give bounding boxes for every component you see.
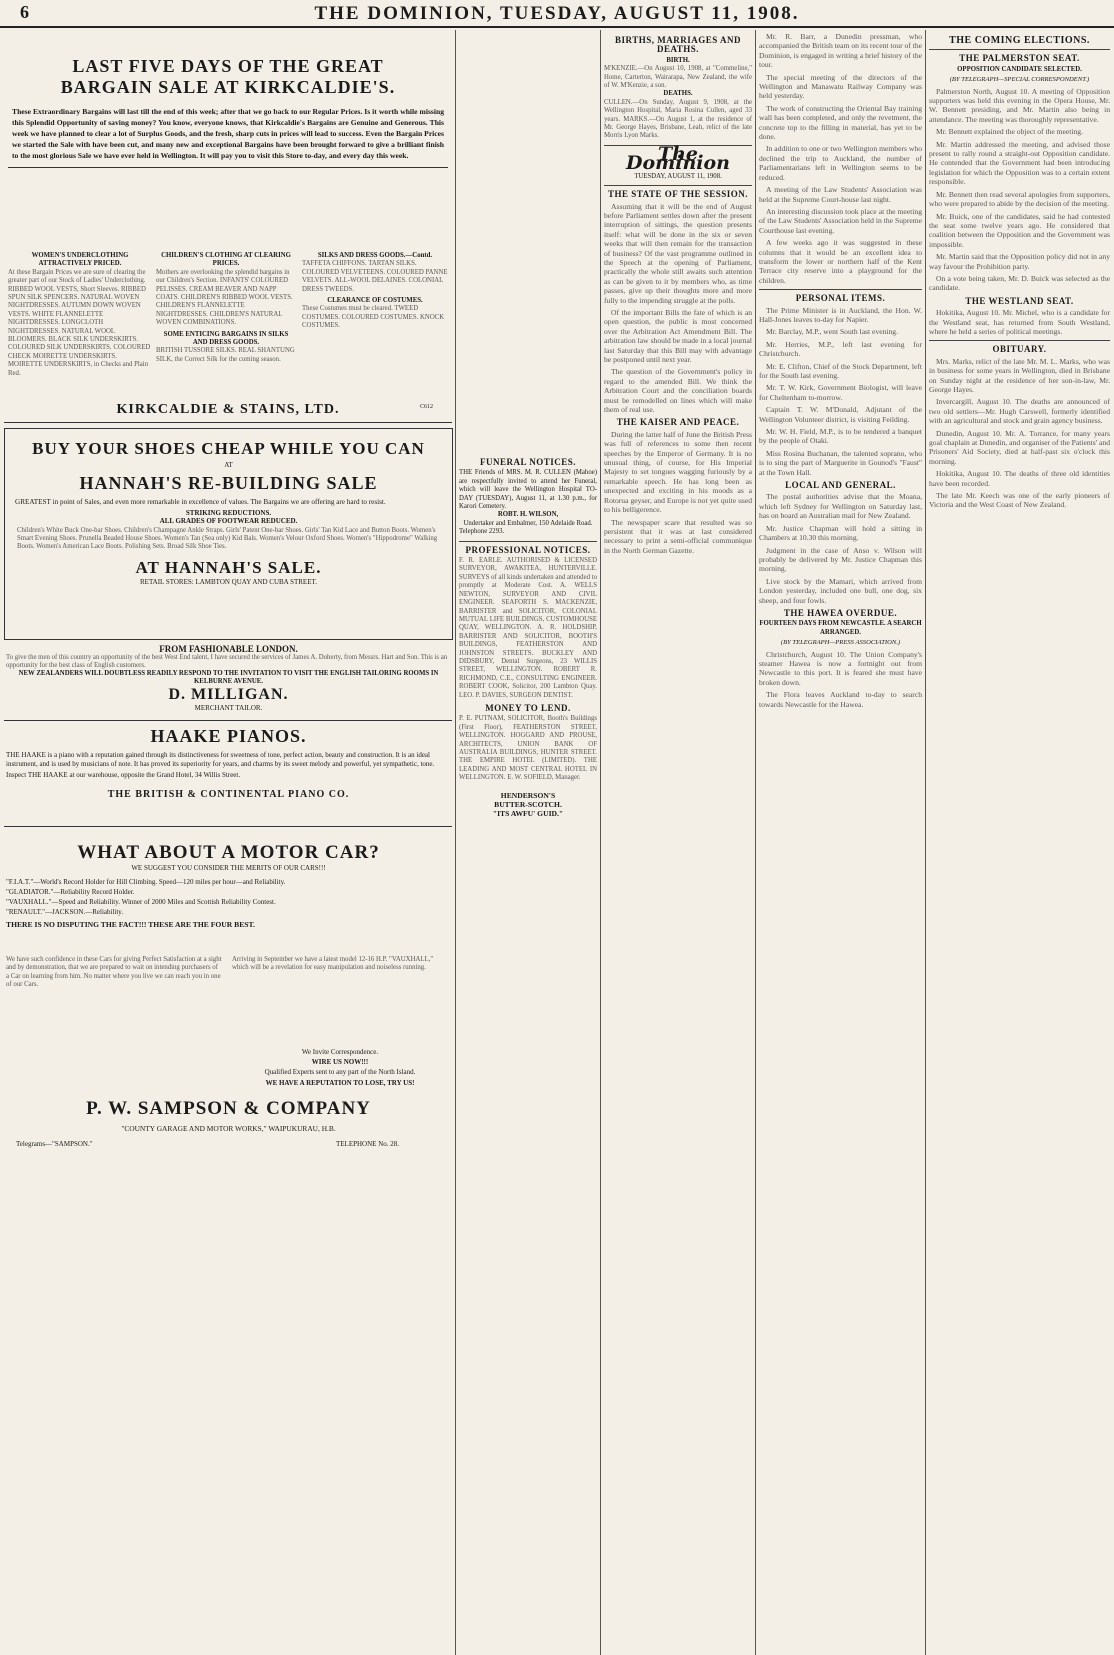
haake-advertisement — [6, 726, 451, 800]
column-rule — [455, 30, 456, 1655]
obituary-heading: OBITUARY. — [992, 344, 1047, 355]
palmerston-heading: THE PALMERSTON SEAT. — [959, 53, 1080, 64]
editorial-body: Assuming that it will be the end of August before Parliament settles down after the present interruption of sittings, the question presents itself: what will be done in the six or seven weeks that will then remain for the transaction of business? Of the vast programme outlined in the Speech at the opening of Parliament, practically the whole still awaits such attention as can be given to it by members who, as time passes, give up their thoughts more and more fully to the impending struggle at the polls. Of the important Bills the fate of which is an open question, the public is most concerned over the Arbitration Act Amendment Bill. The arbitration law should be made in a local journal last Saturday that this Bill may with advantage be postponed until next year. The question of the Government's policy in regard to the amended Bill. We think the Arbitration Court and the conciliation boards must be remodelled on lines which will make them of real use. — [604, 201, 752, 415]
hannah-stores: RETAIL STORES: LAMBTON QUAY AND CUBA STREET. — [140, 577, 317, 586]
hannah-title2: HANNAH'S RE-BUILDING SALE — [79, 473, 378, 493]
editorial-date: TUESDAY, AUGUST 11, 1908. — [634, 172, 722, 180]
editorial-title: THE STATE OF THE SESSION. — [608, 189, 748, 200]
personal-heading: PERSONAL ITEMS. — [795, 293, 886, 304]
birth-subheading: BIRTH. — [666, 56, 690, 64]
divider — [4, 720, 452, 721]
news-column — [759, 32, 922, 1627]
funeral-body: THE Friends of MRS. M. R. CULLEN (Mahoe) are respectfully invited to attend her Funeral, which will leave the Wellington Hospital TO-DAY (TUESDAY), August 11, at 1.30 p.m., for Karori Cemetery. — [459, 469, 597, 511]
motor-col-left: We have such confidence in these Cars for giving Perfect Satisfaction at a sight and by demonstration, that we are prepared to wait on intending purchasers of a Car on learning from him. No matter where you live we can reach you in one of our Cars. — [6, 956, 222, 989]
motor-invite: We Invite Correspondence. — [301, 1048, 379, 1056]
funeral-heading: FUNERAL NOTICES. — [479, 457, 577, 467]
kirkcaldie-intro: These Extraordinary Bargains will last till the end of this week; after that we go back to our Regular Prices. Is it worth while missing this Splendid Opportunity of saving money? You know, everyone knows, that Kirkcaldie's Bargains are Genuine and Generous. This week we have planned to clear a lot of Surplus Goods, and the fresh, sharp cuts in prices will lead to success. Even the Bargain Prices we started the Sale with have been cut, and many new and exceptional Bargains have been brought forward to give a brilliant finish to the most glorious Sale we have ever held in Wellington. It will pay you to visit this Store to-day, and every day this week. — [12, 107, 444, 160]
women-underclothing-heading: WOMEN'S UNDERCLOTHING ATTRACTIVELY PRICED. — [31, 252, 129, 268]
palmerston-subheading: OPPOSITION CANDIDATE SELECTED. — [957, 65, 1082, 73]
awful-guid: "ITS AWFU' GUID." — [492, 809, 564, 819]
motor-vauxhall: "VAUXHALL."—Speed and Reliability. Winner of 2000 Miles and Scottish Reliability Contest. — [6, 898, 276, 906]
births-heading: BIRTHS, MARRIAGES AND DEATHS. — [615, 35, 741, 55]
divider — [4, 422, 452, 423]
butterscotch: BUTTER-SCOTCH. — [494, 800, 562, 810]
costumes-heading: CLEARANCE OF COSTUMES. — [327, 297, 423, 305]
children-clothing-list: Mothers are overlooking the splendid bargains in our Children's Section. INFANTS' COLOURED PELISSES. CREAM BEAVER AND NAPP COATS. CHILDREN'S RIBBED WOOL VESTS. CHILDREN'S FLANNELETTE NIGHTDRESSES. CHILDREN'S NATURAL WOVEN COMBINATIONS. — [156, 268, 293, 327]
more-professional: P. E. PUTNAM, SOLICITOR, Booth's Buildings (First Floor), FEATHERSTON STREET, WELLINGTON. HOGGARD AND PROUSE, ARCHITECTS, UNION BANK OF AUSTRALIA BUILDINGS, HUNTER STREET. THE EMPIRE HOTEL (LIMITED). THE LEADING AND MOST CENTRAL HOTEL IN WELLINGTON. E. W. SOFIELD, Manager. — [459, 715, 597, 782]
motor-advertisement — [6, 836, 451, 1626]
column-rule — [755, 30, 756, 1655]
london-tailor: MERCHANT TAILOR. — [194, 704, 263, 713]
hannah-foot: AT HANNAH'S SALE. — [135, 557, 322, 577]
hawea-body: Christchurch, August 10. The Union Company's steamer Hawea is now a fortnight out from Newcastle to this port. It is feared she must have broken down. The Flora leaves Auckland to-day to search towards Newcastle for the Hawea. — [759, 649, 922, 709]
professional-column — [459, 32, 597, 1627]
dress-goods-heading: SILKS AND DRESS GOODS.—Contd. — [317, 252, 433, 259]
palmerston-body: Palmerston North, August 10. A meeting of Opposition supporters was held this evening in the Opera House, Mr. W. Bennett presiding, and Mr. Martin also being in attendance. The meeting was thoroughly representative. Mr. Bennett explained the object of the meeting. Mr. Martin addressed the meeting, and advised those present to rally round a straight-out Opposition candidate. He contended that the Government had been introducing legislation for which the Opposition was to a certain extent responsible. Mr. Bennett then read several apologies from supporters, who were prepared to abide by the decision of the meeting. Mr. Buick, one of the candidates, said he had contested the seat some twelve years ago. He considered that coalition between the Opposition and the Government was impossible. Mr. Martin said that the Opposition policy did not in any way favour the Prohibition party. On a vote being taken, Mr. D. Buick was selected as the candidate. — [929, 86, 1110, 293]
hawea-press: (BY TELEGRAPH—PRESS ASSOCIATION.) — [780, 639, 901, 647]
london-notice: NEW ZEALANDERS WILL DOUBTLESS READILY RESPOND TO THE INVITATION TO VISIT THE ENGLISH TAILORING ROOMS IN KELBURNE AVENUE. — [18, 670, 439, 686]
silks-heading: SOME ENTICING BARGAINS IN SILKS AND DRESS GOODS. — [163, 330, 289, 347]
obituary-body: Mrs. Marks, relict of the late Mr. M. L. Marks, who was in business for some years in Wellington, died in Brisbane on Sunday night at the residence of her son-in-law, Mr. George Hayes. Invercargill, August 10. The deaths are announced of two old settlers—Mr. Hugh Carswell, formerly identified with an agricultural and stock and grain agency business. Dunedin, August 10. Mr. A. Torrance, for many years goal chaplain at Dunedin, and organiser of the Patients' and Prisoners' Aid Society, died at half-past six o'clock this morning. Hokitika, August 10. The deaths of three old identities have been recorded. The late Mr. Keech was one of the early pioneers of Victoria and the West Coast of New Zealand. — [929, 356, 1110, 510]
motor-disputing: THERE IS NO DISPUTING THE FACT!!! THESE ARE THE FOUR BEST. — [6, 920, 255, 929]
london-head: FROM FASHIONABLE LONDON. — [159, 644, 298, 654]
motor-wire: WIRE US NOW!!! — [311, 1058, 369, 1066]
motor-sub: WE SUGGEST YOU CONSIDER THE MERITS OF OUR CARS!!! — [131, 864, 326, 872]
elections-column — [929, 32, 1110, 1627]
professional-heading: PROFESSIONAL NOTICES. — [465, 544, 591, 555]
motor-telephone: TELEPHONE No. 28. — [336, 1140, 399, 1148]
hannah-sub: ALL GRADES OF FOOTWEAR REDUCED. — [159, 517, 298, 525]
professional-list: F. R. EARLE. AUTHORISED & LICENSED SURVEYOR, AWAKITEA, HUNTERVILLE. SURVEYS of all kinds undertaken and attended to promptly at Moderate Cost. A. WELLS NEWTON, SURVEYOR AND CIVIL ENGINEER. SEAFORTH S. MACKENZIE, BARRISTER and SOLICITOR, COLONIAL MUTUAL LIFE BUILDINGS, CUSTOMHOUSE QUAY, WELLINGTON. A. R. HOLDSHIP, BARRISTER AND SOLICITOR, BOOTH'S BUILDINGS, FEATHERSTON AND JOHNSTON STREETS. BUCKLEY AND DIDSBURY, Dental Surgeons, 23 WILLIS STREET, WELLINGTON. ROBERT R. RICHMOND, C.E., CONSULTING ENGINEER. ROBERT COOK, Solicitor, 200 Lambton Quay. LEO. P. DAVIES, SURGEON DENTIST. — [459, 557, 597, 699]
local-body: The postal authorities advise that the Moana, which left Sydney for Wellington on Saturday last, has on board an Australian mail for New Zealand. Mr. Justice Chapman will hold a sitting in Chambers at 10.30 this morning. Judgment in the case of Anso v. Wilson will probably be delivered by Mr. Justice Chapman this morning. Live stock by the Mamari, which arrived from London yesterday, included one bull, one dog, six sheep, and four fowls. — [759, 492, 922, 605]
westland-heading: THE WESTLAND SEAT. — [965, 295, 1074, 306]
london-advertisement — [6, 644, 451, 712]
haake-inspect: Inspect THE HAAKE at our warehouse, opposite the Grand Hotel, 34 Willis Street. — [6, 771, 241, 780]
funeral-trade: Undertaker and Embalmer, 150 Adelaide Road. — [463, 519, 593, 527]
motor-col-right: Arriving in September we have a latest model 12-16 H.P. "VAUXHALL," which will be a revelation for easy manipulation and noiseless running. — [232, 956, 434, 972]
haake-title: HAAKE PIANOS. — [150, 726, 307, 746]
hannah-intro: GREATEST in point of Sales, and even more remarkable in excellence of values. The Bargains we are offering are hard to resist. — [15, 498, 386, 506]
special-correspondent: (BY TELEGRAPH—SPECIAL CORRESPONDENT.) — [949, 76, 1090, 84]
women-underclothing-list: At these Bargain Prices we are sure of clearing the greater part of our Stock of Ladies' Underclothing. RIBBED WOOL VESTS, Short Sleeves. RIBBED SPUN SILK SPENCERS. NATURAL WOVEN NIGHTDRESSES. AUTUMN DOWN WOVEN VESTS. WHITE FLANNELETTE NIGHTDRESSES. LONGCLOTH NIGHTDRESSES. NATURAL WOOL BLOOMERS. BLACK SILK UNDERSKIRTS. COLOURED SILK UNDERSKIRTS. COLOURED CHECK MOIRETTE UNDERSKIRTS. MOIRETTE UNDERSKIRTS, in Checks and Plain Red. — [8, 268, 151, 377]
hannah-list: Children's White Buck One-bar Shoes. Children's Champagne Ankle Straps. Girls' Patent One-bar Shoes. Girls' Tan Kid Lace and Button Boots. Women's Smart Evening Shoes. Prunella Beaded House Shoes. Women's Tan (Sea only) Kid Bals. Women's Velour Oxford Shoes. Women's "Hippodrome" Walking Boots. Women's American Lace Boots. Polishing Sets. Broad Silk Shoe Ties. — [17, 527, 438, 551]
motor-company: P. W. SAMPSON & COMPANY — [86, 1098, 371, 1119]
children-clothing-heading: CHILDREN'S CLOTHING AT CLEARING PRICES. — [161, 252, 291, 268]
motor-telegrams: Telegrams—"SAMPSON." — [16, 1140, 93, 1148]
column-rule — [600, 30, 601, 1655]
masthead — [0, 0, 1114, 28]
money-heading: MONEY TO LEND. — [485, 702, 571, 713]
silks-list: BRITISH TUSSORE SILKS. REAL SHANTUNG SILK, the Correct Silk for the coming season. — [156, 347, 295, 363]
hawea-heading: THE HAWEA OVERDUE. — [783, 607, 898, 618]
kirkcaldie-ref: C612 — [420, 404, 434, 410]
motor-fiat: "F.I.A.T."—World's Record Holder for Hill Climbing. Speed—120 miles per hour—and Reliability. — [6, 878, 286, 886]
haake-body: THE HAAKE is a piano with a reputation gained through its distinctiveness for sweetness of tone, perfect action, beauty and construction. It is an ideal instrument, and is used by musicians of note. It has proved its superiority for years, and charms by its sweet melody and powerful, yet sympathetic, tone. — [6, 751, 435, 768]
elections-heading: THE COMING ELECTIONS. — [949, 35, 1090, 46]
hannah-at: AT — [224, 461, 233, 469]
divider — [4, 826, 452, 827]
motor-gladiator: "GLADIATOR."—Reliability Record Holder. — [6, 888, 135, 896]
personal-body: The Prime Minister is in Auckland, the Hon. W. Hall-Jones leaves to-day for Napier. Mr. Barclay, M.P., went South last evening. Mr. Herries, M.P., left last evening for Christchurch. Mr. E. Clifton, Chief of the Stock Department, left for the South last evening. Mr. T. W. Kirk, Government Biologist, will leave for Cheltenham to-morrow. Captain T. W. M'Donald, Adjutant of the Wellington Volunteer district, is visiting Feilding. Mr. W. H. Field, M.P., is to be tendered a banquet by the people of Otaki. Miss Rosina Buchanan, the talented soprano, who is to sing the part of Marguerite in Gounod's "Faust" at the Town Hall. — [759, 305, 922, 477]
henderson-heading: HENDERSON'S — [500, 790, 556, 800]
funeral-name: ROBT. H. WILSON, — [497, 511, 559, 519]
hannah-striking: STRIKING REDUCTIONS. — [185, 509, 272, 517]
deaths-subheading: DEATHS. — [663, 90, 693, 98]
london-name: D. MILLIGAN. — [168, 686, 289, 704]
editorial-column — [604, 32, 752, 1627]
column-rule — [925, 30, 926, 1655]
costumes-list: These Costumes must be cleared. TWEED COSTUMES. COLOURED COSTUMES. KNOCK COSTUMES. — [302, 305, 445, 330]
page-number: 6 — [20, 2, 29, 22]
news-top-body: Mr. R. Barr, a Dunedin pressman, who accompanied the British team on its recent tour of the Dominion, is engaged in writing a brief history of the tour. The special meeting of the directors of the Wellington and Manawatu Railway Company was held yesterday. The work of constructing the Oriental Bay training wall has been completed, and only the revetment, the concrete top to the filling in material, has yet to be done. In addition to one or two Wellington members who declined the trip to Auckland, the number of Parliamentarians left in Wellington seems to be reduced. A meeting of the Law Students' Association was held at the Supreme Court-house last night. An interesting discussion took place at the meeting of the Law Students' Association held in the Supreme Courthouse last evening. A few weeks ago it was suggested in these columns that it would be an excellent idea to transform the lower or northern half of the Kent Terrace city reserve into a playground for the children. — [759, 32, 923, 285]
motor-renault: "RENAULT."—JACKSON.—Reliability. — [6, 908, 124, 916]
kaiser-body: During the latter half of June the British Press was full of references to some then recent speeches by the Emperor of Germany. It is no unusual thing, of course, for His Imperial Majesty to set tongues wagging furiously by a remarkable speech. He has long been as unexpected and exciting in his moods as a Rotorua geyser, and Europe is not yet quite used to his belligerence. The newspaper scare that resulted was so persistent that it was at last considered necessary to print a semi-official communique in the North German Gazette. — [604, 429, 752, 555]
motor-reputation: WE HAVE A REPUTATION TO LOSE, TRY US! — [265, 1079, 415, 1087]
newspaper-title: THE DOMINION, TUESDAY, AUGUST 11, 1908. — [314, 3, 800, 24]
local-heading: LOCAL AND GENERAL. — [785, 480, 896, 491]
hawea-subheading: FOURTEEN DAYS FROM NEWCASTLE. A SEARCH ARRANGED. — [759, 620, 922, 636]
dress-goods-list: TAFFETA CHIFFONS. TARTAN SILKS. COLOURED VELVETEENS. COLOURED PANNE VELVETS. ALL-WOOL DELAINES. COLONIAL DRESS TWEEDS. — [302, 260, 448, 293]
motor-agents: "COUNTY GARAGE AND MOTOR WORKS," WAIPUKURAU, H.B. — [121, 1124, 336, 1133]
london-body: To give the men of this country an opportunity of the best West End talent, I have secured the services of James A. Doherty, from Messrs. Hart and Son. This is an opportunity for the best class of English customers. — [6, 654, 448, 670]
kirkcaldie-advertisement — [4, 32, 452, 377]
motor-title: WHAT ABOUT A MOTOR CAR? — [77, 842, 380, 863]
death-notices: CULLEN.—On Sunday, August 9, 1908, at the Wellington Hospital, Maria Rosina Cullen, aged 33 years. MARKS.—On August 1, at the residence of Mr. George Hayes, Brisbane, Leah, relict of the late Morris Lyon Marks. — [604, 98, 752, 140]
hannah-advertisement — [4, 428, 453, 640]
birth-notice: M'KENZIE.—On August 10, 1908, at "Commeline," Home, Carterton, Wairarapa, New Zealand, the wife of W. M'Kenzie, a son. — [604, 65, 752, 90]
kirkcaldie-headline: LAST FIVE DAYS OF THE GREAT BARGAIN SALE AT KIRKCALDIE'S. — [60, 56, 396, 97]
haake-company: THE BRITISH & CONTINENTAL PIANO CO. — [107, 789, 350, 801]
hannah-title1: BUY YOUR SHOES CHEAP WHILE YOU CAN — [32, 439, 425, 458]
dominion-masthead: The Dominion — [626, 142, 730, 175]
motor-qualified: Qualified Experts sent to any part of the North Island. — [264, 1068, 416, 1076]
funeral-tel: Telephone 2293. — [459, 528, 505, 536]
kaiser-heading: THE KAISER AND PEACE. — [616, 417, 740, 428]
westland-body: Hokitika, August 10. Mr. Michel, who is a candidate for the Westland seat, has returned from South Westland, where he held a series of political meetings. — [929, 308, 1110, 336]
kirkcaldie-footer: KIRKCALDIE & STAINS, LTD. — [116, 402, 340, 417]
